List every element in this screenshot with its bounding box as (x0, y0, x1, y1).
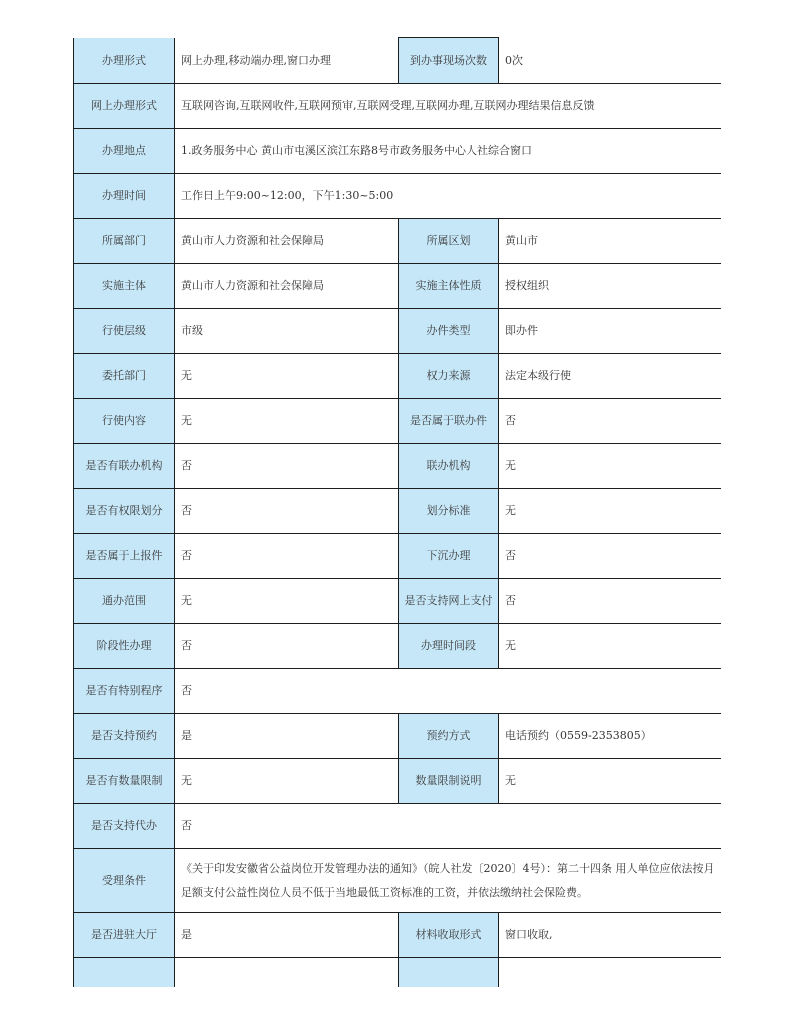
label-authority-division: 是否有权限划分 (74, 489, 175, 534)
row-phased (74, 624, 722, 669)
row-special-procedure (74, 669, 722, 714)
label-implementer-nature: 实施主体性质 (399, 264, 499, 309)
label-implementer: 实施主体 (74, 264, 175, 309)
value-acceptance-conditions: 《关于印发安徽省公益岗位开发管理办法的通知》（皖人社发〔2020〕4号）：第二十四条 用人单位应依法按月足额支付公益性岗位人员不低于当地最低工资标准的工资，并依法缴纳社会保险费。 (175, 849, 722, 913)
label-handling-form: 办理形式 (74, 38, 175, 84)
value-truncated (175, 958, 399, 988)
value-content: 无 (175, 399, 399, 444)
label-joint-org: 联办机构 (399, 444, 499, 489)
label-acceptance-conditions: 受理条件 (74, 849, 175, 913)
label-hours: 办理时间 (74, 174, 175, 219)
label-phased: 阶段性办理 (74, 624, 175, 669)
value-phased: 否 (175, 624, 399, 669)
row-authority-division (74, 489, 722, 534)
value-online-payment: 否 (499, 579, 722, 624)
label-proxy: 是否支持代办 (74, 804, 175, 849)
row-hours (74, 174, 722, 219)
value-hours: 工作日上午9:00~12:00，下午1:30~5:00 (175, 174, 722, 219)
label-joint-case: 是否属于联办件 (399, 399, 499, 444)
label-appointment: 是否支持预约 (74, 714, 175, 759)
row-quantity-limit (74, 759, 722, 804)
service-info-table (73, 37, 721, 987)
label-hall: 是否进驻大厅 (74, 913, 175, 958)
label-special-procedure: 是否有特别程序 (74, 669, 175, 714)
value-truncated-2 (499, 958, 722, 988)
label-case-type: 办件类型 (399, 309, 499, 354)
value-special-procedure: 否 (175, 669, 722, 714)
value-joint-case: 否 (499, 399, 722, 444)
row-location (74, 129, 722, 174)
row-appointment (74, 714, 722, 759)
label-sink-handling: 下沉办理 (399, 534, 499, 579)
row-joint-org (74, 444, 722, 489)
label-region: 所属区划 (399, 219, 499, 264)
row-level (74, 309, 722, 354)
service-info-sheet (73, 37, 721, 987)
value-authority-division: 否 (175, 489, 399, 534)
label-quantity-limit: 是否有数量限制 (74, 759, 175, 804)
value-online-form: 互联网咨询,互联网收件,互联网预审,互联网受理,互联网办理,互联网办理结果信息反馈 (175, 84, 722, 129)
value-quantity-limit: 无 (175, 759, 399, 804)
value-scope: 无 (175, 579, 399, 624)
label-truncated-2 (399, 958, 499, 988)
value-time-period: 无 (499, 624, 722, 669)
label-level: 行使层级 (74, 309, 175, 354)
value-hall: 是 (175, 913, 399, 958)
row-entrusted (74, 354, 722, 399)
value-visit-count: 0次 (499, 38, 722, 84)
value-joint-org: 无 (499, 444, 722, 489)
label-time-period: 办理时间段 (399, 624, 499, 669)
value-implementer-nature: 授权组织 (499, 264, 722, 309)
row-department (74, 219, 722, 264)
label-limit-note: 数量限制说明 (399, 759, 499, 804)
value-has-joint-org: 否 (175, 444, 399, 489)
row-truncated (74, 958, 722, 988)
value-sink-handling: 否 (499, 534, 722, 579)
label-truncated (74, 958, 175, 988)
label-material-collection: 材料收取形式 (399, 913, 499, 958)
value-proxy: 否 (175, 804, 722, 849)
label-report: 是否属于上报件 (74, 534, 175, 579)
row-proxy (74, 804, 722, 849)
row-implementer (74, 264, 722, 309)
value-division-standard: 无 (499, 489, 722, 534)
label-location: 办理地点 (74, 129, 175, 174)
row-acceptance-conditions (74, 849, 722, 913)
value-entrusted: 无 (175, 354, 399, 399)
row-scope (74, 579, 722, 624)
label-online-form: 网上办理形式 (74, 84, 175, 129)
row-hall (74, 913, 722, 958)
label-department: 所属部门 (74, 219, 175, 264)
label-power-source: 权力来源 (399, 354, 499, 399)
value-limit-note: 无 (499, 759, 722, 804)
value-appointment: 是 (175, 714, 399, 759)
row-online-form (74, 84, 722, 129)
value-location: 1.政务服务中心 黄山市屯溪区滨江东路8号市政务服务中心人社综合窗口 (175, 129, 722, 174)
value-department: 黄山市人力资源和社会保障局 (175, 219, 399, 264)
row-content (74, 399, 722, 444)
value-power-source: 法定本级行使 (499, 354, 722, 399)
value-region: 黄山市 (499, 219, 722, 264)
label-scope: 通办范围 (74, 579, 175, 624)
label-appointment-method: 预约方式 (399, 714, 499, 759)
value-implementer: 黄山市人力资源和社会保障局 (175, 264, 399, 309)
label-visit-count: 到办事现场次数 (399, 38, 499, 84)
label-division-standard: 划分标准 (399, 489, 499, 534)
label-content: 行使内容 (74, 399, 175, 444)
label-has-joint-org: 是否有联办机构 (74, 444, 175, 489)
row-handling-form (74, 38, 722, 84)
value-report: 否 (175, 534, 399, 579)
row-report (74, 534, 722, 579)
value-appointment-method: 电话预约（0559-2353805） (499, 714, 722, 759)
label-online-payment: 是否支持网上支付 (399, 579, 499, 624)
value-level: 市级 (175, 309, 399, 354)
label-entrusted: 委托部门 (74, 354, 175, 399)
value-handling-form: 网上办理,移动端办理,窗口办理 (175, 38, 399, 84)
value-case-type: 即办件 (499, 309, 722, 354)
value-material-collection: 窗口收取, (499, 913, 722, 958)
